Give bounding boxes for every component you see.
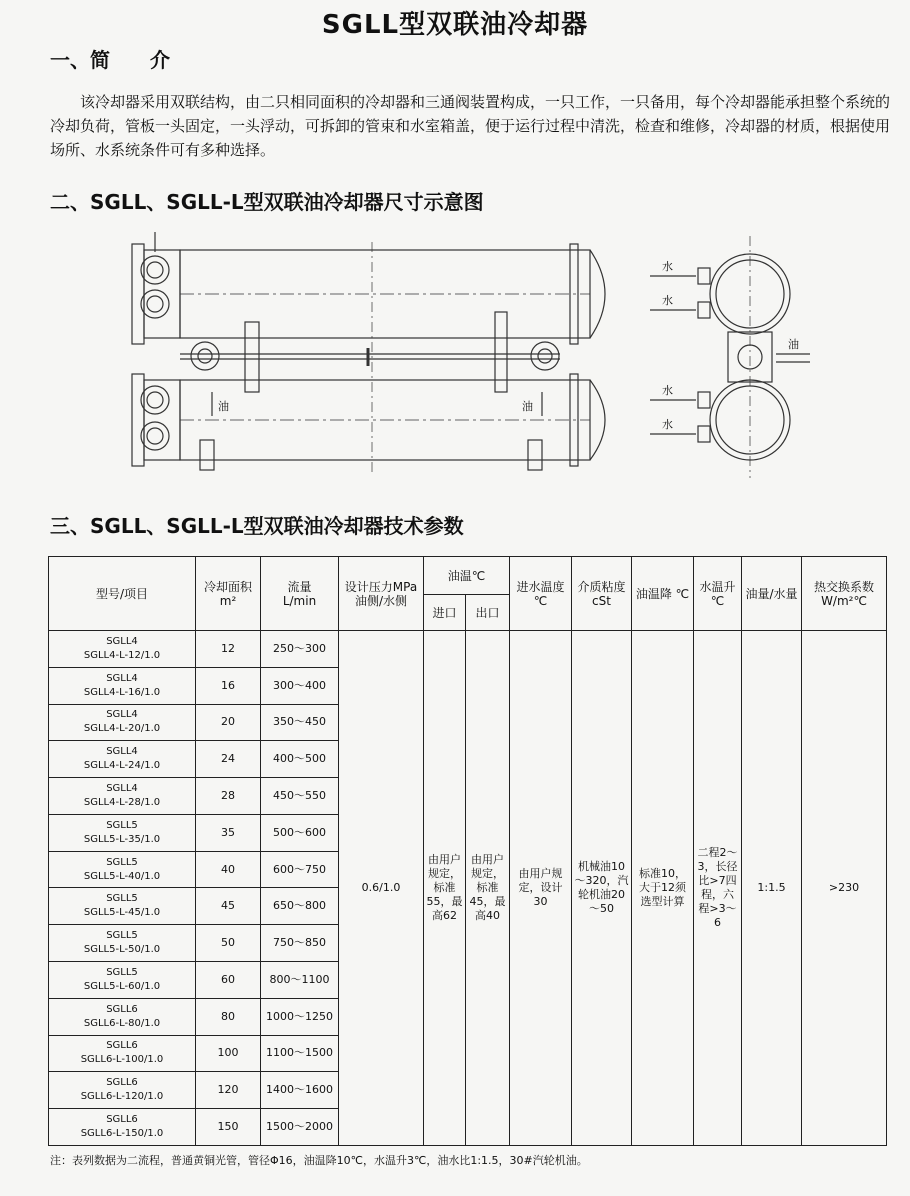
flow-cell: 250～300 bbox=[261, 631, 339, 668]
flow-cell: 650～800 bbox=[261, 888, 339, 925]
shared-outlet-cell: 由用户规定，标准45，最高40 bbox=[466, 631, 510, 1146]
area-cell: 35 bbox=[196, 814, 261, 851]
shared-water-inlet-temp-cell: 由用户规定，设计30 bbox=[510, 631, 572, 1146]
area-cell: 40 bbox=[196, 851, 261, 888]
flow-cell: 1500～2000 bbox=[261, 1109, 339, 1146]
spec-table bbox=[48, 556, 887, 1146]
flow-cell: 1400～1600 bbox=[261, 1072, 339, 1109]
oil-label-end: 油 bbox=[788, 338, 799, 351]
shared-oil-water-ratio-cell: 1:1.5 bbox=[742, 631, 802, 1146]
shared-oil-temp-drop-cell: 标准10，大于12须选型计算 bbox=[632, 631, 694, 1146]
model-cell: SGLL4 SGLL4-L-12/1.0 bbox=[49, 631, 196, 668]
model-cell: SGLL5 SGLL5-L-35/1.0 bbox=[49, 814, 196, 851]
model-cell: SGLL6 SGLL6-L-150/1.0 bbox=[49, 1109, 196, 1146]
section-heading-specs: 三、SGLL、SGLL-L型双联油冷却器技术参数 bbox=[50, 514, 464, 538]
model-cell: SGLL4 SGLL4-L-16/1.0 bbox=[49, 667, 196, 704]
header-flow: 流量 L/min bbox=[261, 557, 339, 631]
area-cell: 150 bbox=[196, 1109, 261, 1146]
oil-label-left: 油 bbox=[218, 400, 229, 413]
shared-pressure-cell: 0.6/1.0 bbox=[339, 631, 424, 1146]
oil-label-right: 油 bbox=[522, 400, 533, 413]
shared-viscosity-cell: 机械油10～320，汽轮机油20～50 bbox=[572, 631, 632, 1146]
flow-cell: 600～750 bbox=[261, 851, 339, 888]
end-view bbox=[650, 236, 810, 478]
header-oil-inlet: 进口 bbox=[424, 595, 466, 631]
header-oil-outlet: 出口 bbox=[466, 595, 510, 631]
water-label-2: 水 bbox=[662, 294, 673, 307]
header-water-temp-rise: 水温升 ℃ bbox=[694, 557, 742, 631]
model-cell: SGLL5 SGLL5-L-40/1.0 bbox=[49, 851, 196, 888]
flow-cell: 1100～1500 bbox=[261, 1035, 339, 1072]
model-cell: SGLL6 SGLL6-L-100/1.0 bbox=[49, 1035, 196, 1072]
header-model: 型号/项目 bbox=[49, 557, 196, 631]
flow-cell: 300～400 bbox=[261, 667, 339, 704]
area-cell: 24 bbox=[196, 741, 261, 778]
flow-cell: 800～1100 bbox=[261, 962, 339, 999]
table-footnote: 注：表列数据为二流程，普通黄铜光管，管径Φ16，油温降10℃，水温升3℃，油水比1:1.5，30#汽轮机油。 bbox=[50, 1154, 588, 1167]
header-viscosity: 介质粘度 cSt bbox=[572, 557, 632, 631]
section-heading-diagram: 二、SGLL、SGLL-L型双联油冷却器尺寸示意图 bbox=[50, 190, 484, 214]
flow-cell: 750～850 bbox=[261, 925, 339, 962]
flow-cell: 450～550 bbox=[261, 778, 339, 815]
lower-cooler-body bbox=[132, 374, 605, 470]
shared-inlet-cell: 由用户规定，标准55，最高62 bbox=[424, 631, 466, 1146]
model-cell: SGLL4 SGLL4-L-20/1.0 bbox=[49, 704, 196, 741]
area-cell: 60 bbox=[196, 962, 261, 999]
water-label-3: 水 bbox=[662, 384, 673, 397]
area-cell: 80 bbox=[196, 998, 261, 1035]
table-row bbox=[49, 631, 887, 668]
header-heat-coefficient: 热交换系数 W/m²℃ bbox=[802, 557, 887, 631]
header-area: 冷却面积 m² bbox=[196, 557, 261, 631]
model-cell: SGLL5 SGLL5-L-50/1.0 bbox=[49, 925, 196, 962]
flow-cell: 400～500 bbox=[261, 741, 339, 778]
flow-cell: 1000～1250 bbox=[261, 998, 339, 1035]
area-cell: 100 bbox=[196, 1035, 261, 1072]
water-label-4: 水 bbox=[662, 418, 673, 431]
header-oil-temp-drop: 油温降 ℃ bbox=[632, 557, 694, 631]
three-way-valve-assembly bbox=[180, 242, 560, 472]
area-cell: 28 bbox=[196, 778, 261, 815]
model-cell: SGLL6 SGLL6-L-120/1.0 bbox=[49, 1072, 196, 1109]
header-water-inlet-temp: 进水温度 ℃ bbox=[510, 557, 572, 631]
header-oil-water-ratio: 油量/水量 bbox=[742, 557, 802, 631]
section-heading-intro: 一、简 介 bbox=[50, 48, 170, 72]
header-pressure: 设计压力MPa 油侧/水侧 bbox=[339, 557, 424, 631]
area-cell: 12 bbox=[196, 631, 261, 668]
area-cell: 45 bbox=[196, 888, 261, 925]
dimension-drawing bbox=[110, 232, 820, 482]
flow-cell: 350～450 bbox=[261, 704, 339, 741]
model-cell: SGLL6 SGLL6-L-80/1.0 bbox=[49, 998, 196, 1035]
model-cell: SGLL4 SGLL4-L-24/1.0 bbox=[49, 741, 196, 778]
shared-water-temp-rise-cell: 二程2～3，长径比>7四程，六程>3～6 bbox=[694, 631, 742, 1146]
flow-cell: 500～600 bbox=[261, 814, 339, 851]
area-cell: 20 bbox=[196, 704, 261, 741]
area-cell: 120 bbox=[196, 1072, 261, 1109]
shared-heat-coef-cell: >230 bbox=[802, 631, 887, 1146]
water-label-1: 水 bbox=[662, 260, 673, 273]
area-cell: 50 bbox=[196, 925, 261, 962]
intro-paragraph: 该冷却器采用双联结构，由二只相同面积的冷却器和三通阀装置构成，一只工作，一只备用，每个冷却器能承担整个系统的冷却负荷，管板一头固定，一头浮动，可拆卸的管束和水室箱盖，便于运行过程中清洗，检查和维修，冷却器的材质，根据使用场所、水系统条件可有多种选择。 bbox=[50, 93, 891, 159]
header-oil-temp: 油温℃ bbox=[424, 557, 510, 595]
upper-cooler-body bbox=[132, 232, 605, 344]
model-cell: SGLL5 SGLL5-L-45/1.0 bbox=[49, 888, 196, 925]
page-title: SGLL型双联油冷却器 bbox=[321, 10, 589, 40]
model-cell: SGLL5 SGLL5-L-60/1.0 bbox=[49, 962, 196, 999]
model-cell: SGLL4 SGLL4-L-28/1.0 bbox=[49, 778, 196, 815]
area-cell: 16 bbox=[196, 667, 261, 704]
